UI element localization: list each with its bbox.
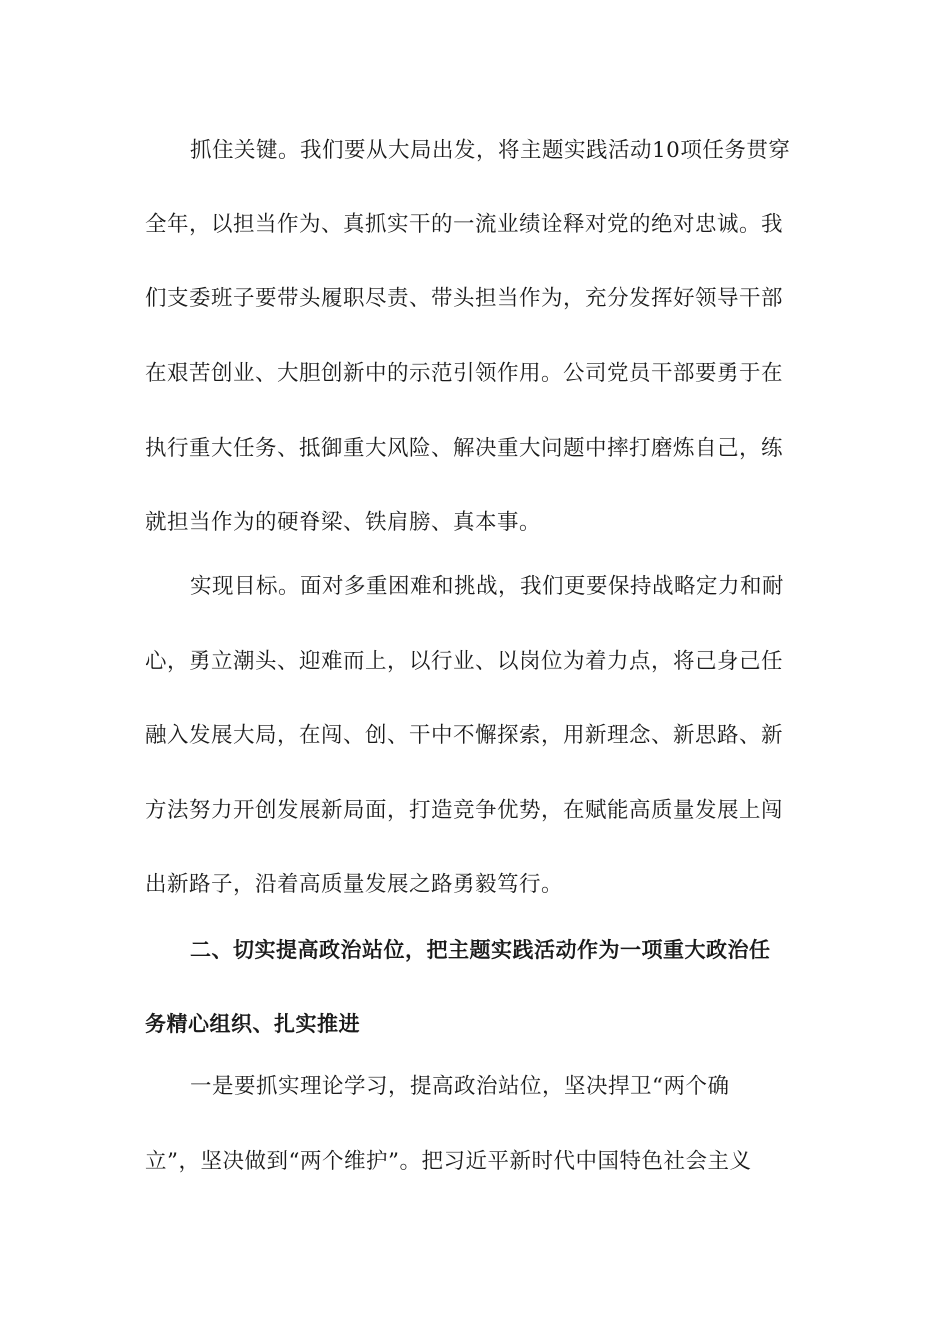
paragraph-2-line-3: 融入发展大局，在闯、创、干中不懈探索，用新理念、新思路、新 <box>145 723 784 748</box>
paragraph-3-line-2: 立”，坚决做到“两个维护”。把习近平新时代中国特色社会主义 <box>145 1149 752 1174</box>
paragraph-3-line-1: 一是要抓实理论学习，提高政治站位，坚决捍卫“两个确 <box>190 1074 730 1099</box>
paragraph-2-line-2: 心，勇立潮头、迎难而上，以行业、以岗位为着力点，将己身己任 <box>145 649 784 674</box>
paragraph-1-line-6: 就担当作为的硬脊梁、铁肩膀、真本事。 <box>145 510 542 535</box>
paragraph-2-line-1: 实现目标。面对多重困难和挑战，我们更要保持战略定力和耐 <box>190 574 785 599</box>
paragraph-1-line-1: 抓住关键。我们要从大局出发，将主题实践活动10项任务贯穿 <box>190 138 791 163</box>
paragraph-1-line-5: 执行重大任务、抵御重大风险、解决重大问题中摔打磨炼自己，练 <box>145 436 784 461</box>
paragraph-1-line-4: 在艰苦创业、大胆创新中的示范引领作用。公司党员干部要勇于在 <box>145 361 784 386</box>
paragraph-1-line-2: 全年，以担当作为、真抓实干的一流业绩诠释对党的绝对忠诚。我 <box>145 212 784 237</box>
paragraph-1-line-3: 们支委班子要带头履职尽责、带头担当作为，充分发挥好领导干部 <box>145 286 784 311</box>
paragraph-2-line-5: 出新路子，沿着高质量发展之路勇毅笃行。 <box>145 872 564 897</box>
section-heading-line-1: 二、切实提高政治站位，把主题实践活动作为一项重大政治任 <box>190 938 771 962</box>
paragraph-2-line-4: 方法努力开创发展新局面，打造竞争优势，在赋能高质量发展上闯 <box>145 798 784 823</box>
section-heading-line-2: 务精心组织、扎实推进 <box>145 1012 360 1036</box>
